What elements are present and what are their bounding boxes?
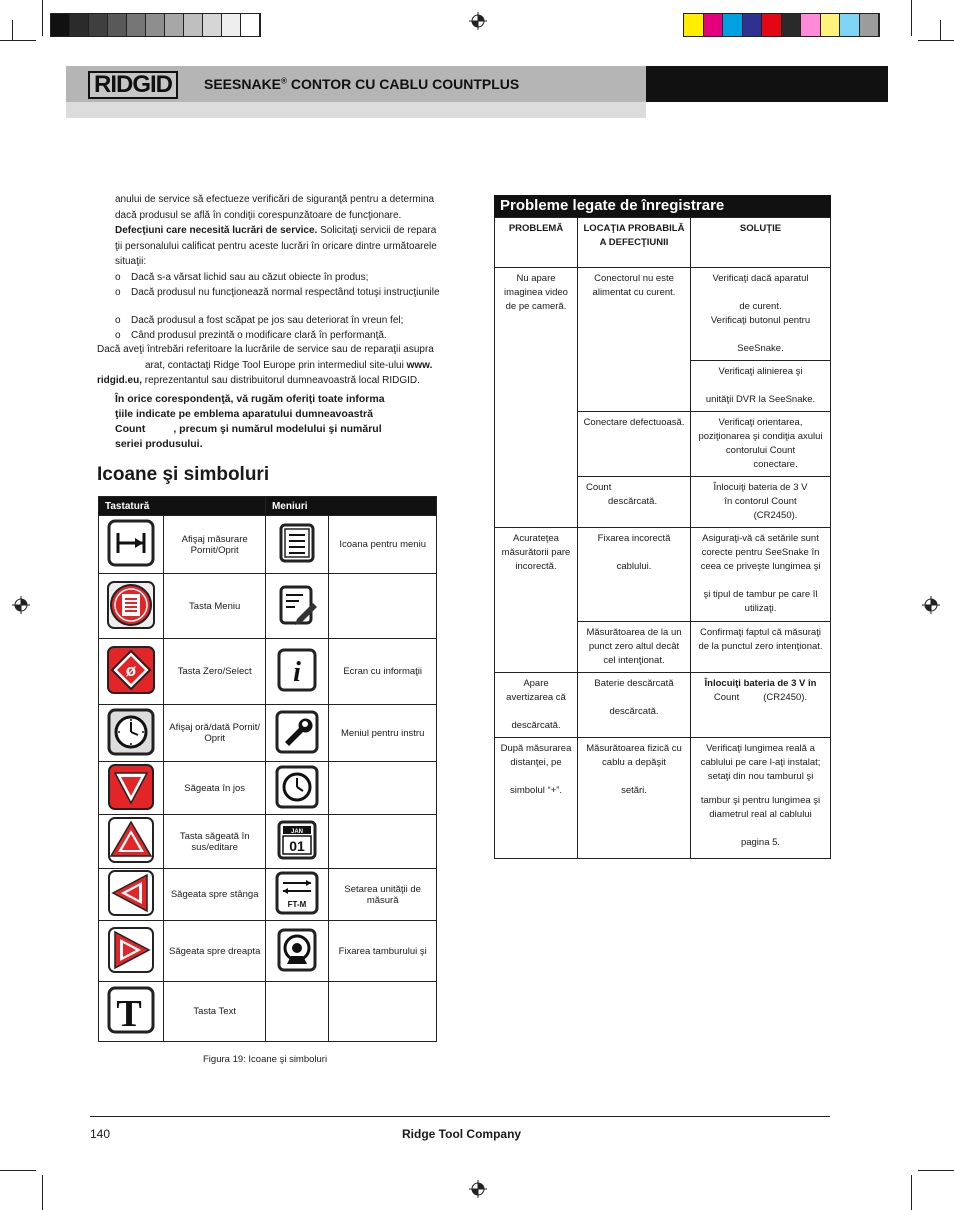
svg-text:ø: ø: [125, 661, 137, 680]
text-line: simbolul “+”.: [510, 785, 562, 796]
color-swatch: [51, 14, 70, 36]
location-cell: Conectorul nu este alimentat cu curent.: [578, 268, 691, 412]
color-swatch: [70, 14, 89, 36]
bullet-item: [115, 285, 445, 301]
text-line: unităţii DVR la SeeSnake.: [705, 394, 816, 405]
label-cell: [329, 574, 437, 639]
page-title: [204, 76, 519, 92]
icon-cell: [99, 921, 164, 982]
label-cell: Tasta Meniu: [164, 574, 266, 639]
color-swatch: [684, 14, 704, 36]
color-swatch: [222, 14, 241, 36]
icon-cell: [265, 639, 328, 705]
color-swatch: [241, 14, 260, 36]
text-line: de curent.: [739, 301, 782, 312]
text-line: ţiile indicate pe emblema aparatului dumneavoastră: [115, 408, 373, 420]
text: reprezentantul sau distribuitorul dumneavoastră local RIDGID.: [142, 375, 420, 386]
text: Count: [115, 423, 146, 435]
color-swatch: [723, 14, 743, 36]
text-line: dacă produsul se află în condiţii corespunzătoare de funcţionare.: [115, 209, 402, 221]
text-line: anului de service să efectueze verificări de siguranţă pentru a determina: [115, 194, 435, 205]
problem-cell: Acurateţea măsurătorii pare incorectă.: [495, 528, 578, 673]
location-cell: [578, 673, 691, 738]
text-line: Apare avertizarea că: [506, 678, 566, 703]
color-swatch-bar: [683, 13, 880, 37]
text-line: Înlocuiţi bateria de 3 V: [713, 482, 808, 493]
text-line: descărcată.: [608, 496, 658, 507]
bullet-mark: o: [115, 287, 121, 298]
color-swatch: [782, 14, 802, 36]
bullet-mark: o: [115, 271, 121, 283]
text-line: [97, 373, 442, 389]
svg-text:i: i: [293, 657, 302, 688]
crop-mark: [918, 40, 954, 41]
icon-cell: [265, 982, 328, 1042]
icon-cell: [99, 516, 164, 574]
text-line: Verificaţi dacă aparatul: [712, 273, 809, 284]
label-cell: Tasta săgeată în sus/editare: [164, 815, 266, 869]
crop-mark: [911, 0, 912, 36]
text-line: şi tipul de tambur pe care îl utilizaţi.: [703, 589, 818, 614]
solution-cell: [691, 477, 831, 528]
footer-company: Ridge Tool Company: [402, 1127, 522, 1141]
location-cell: Măsurătoarea de la un punct zero altul decât cel intenţionat.: [578, 622, 691, 673]
problem-cell: Nu apare imaginea video de pe cameră.: [495, 268, 578, 528]
color-swatch: [762, 14, 782, 36]
section-title: Icoane şi simboluri: [97, 464, 270, 485]
text-key-icon: [107, 986, 155, 1034]
clock-icon: [107, 708, 155, 756]
solution-cell: [691, 361, 831, 412]
text-line: Dacă aveţi întrebări referitoare la lucrările de service sau de reparaţii asupra: [97, 344, 434, 355]
icon-cell: [265, 869, 328, 921]
clock-menu-icon: [273, 763, 321, 811]
text: Count: [713, 692, 740, 703]
text: Solicitaţi servicii de repara: [317, 225, 437, 236]
crop-mark: [918, 1170, 954, 1171]
text: , precum şi numărul modelului şi numărul: [173, 423, 382, 435]
text-line: descărcată.: [609, 706, 659, 717]
text-line: Verificaţi butonul pentru: [710, 315, 811, 326]
icon-cell: [265, 815, 328, 869]
title-part: SEESNAKE: [204, 76, 282, 92]
crop-mark: [940, 20, 941, 40]
info-icon: [273, 646, 321, 694]
icon-cell: [99, 762, 164, 815]
text-line: setări.: [621, 785, 647, 796]
menus-header: Meniuri: [265, 497, 436, 516]
problems-table: [494, 217, 831, 859]
registration-mark-icon: [469, 12, 487, 30]
footer-rule: [90, 1116, 830, 1117]
page-number: 140: [90, 1127, 111, 1141]
calendar-icon: [273, 816, 321, 864]
registration-mark-icon: [922, 596, 940, 614]
service-paragraph: [115, 192, 445, 344]
text-line: conectare.: [753, 459, 798, 470]
svg-text:T: T: [116, 993, 142, 1034]
label-cell: Meniul pentru instru: [329, 705, 437, 762]
problems-title: Probleme legate de înregistrare: [494, 195, 831, 217]
registered-mark: ®: [281, 76, 287, 86]
text-line: (CR2450).: [753, 510, 798, 521]
label-cell: Setarea unităţii de măsură: [329, 869, 437, 921]
arrow-right-icon: [107, 926, 155, 974]
color-swatch: [840, 14, 860, 36]
text-line: [115, 223, 445, 239]
color-swatch: [860, 14, 880, 36]
menu-key-icon: [107, 581, 155, 629]
text-line: Count: [586, 482, 612, 493]
calendar-month: JAN: [291, 829, 304, 835]
text: Când produsul prezintă o modificare clară în performanţă.: [131, 330, 387, 341]
arrow-up-icon: [107, 816, 155, 864]
color-swatch: [108, 14, 127, 36]
text: Dacă s-a vărsat lichid sau au căzut obiecte în produs;: [131, 271, 369, 283]
label-cell: [329, 815, 437, 869]
website-link[interactable]: ridgid.eu,: [97, 375, 142, 386]
text-line: Măsurătoarea fizică cu cablu a depăşit: [586, 743, 682, 768]
edit-icon: [273, 581, 321, 629]
problem-cell: [495, 738, 578, 859]
solution-cell: [691, 673, 831, 738]
figure-caption: Figura 19: Icoane şi simboluri: [203, 1054, 328, 1065]
icon-cell: [99, 982, 164, 1042]
ridgid-logo: RIDGID: [88, 71, 178, 99]
arrow-down-icon: [107, 763, 155, 811]
label-cell: [329, 762, 437, 815]
units-icon: [273, 869, 321, 917]
text-line: Verificaţi lungimea reală a cablului pe care l-aţi instalat; setaţi din nou tamburul şi: [700, 743, 821, 782]
text: Dacă produsul nu funcţionează normal respectând totuşi instrucţiunile: [131, 287, 440, 298]
text-line: pagina 5.: [740, 837, 781, 848]
label-cell: Tasta Text: [164, 982, 266, 1042]
problem-cell: [495, 673, 578, 738]
text-line: ţii personalului calificat pentru aceste lucrări în oricare dintre următoarele: [115, 240, 437, 252]
text-line: [695, 691, 826, 705]
label-cell: Săgeata spre dreapta: [164, 921, 266, 982]
icon-cell: [265, 516, 328, 574]
text-line: cablului.: [616, 561, 652, 572]
location-header: LOCAŢIA PROBABILĂ A DEFECŢIUNII: [578, 218, 691, 268]
text-line: Baterie descărcată: [594, 678, 674, 689]
solution-cell: Confirmaţi faptul că măsuraţi de la punctul zero intenţionat.: [691, 622, 831, 673]
text-line: SeeSnake.: [737, 343, 784, 354]
bullet-mark: o: [115, 314, 121, 326]
solution-cell: [691, 738, 831, 859]
problem-header: PROBLEMĂ: [495, 218, 578, 268]
icon-cell: [99, 639, 164, 705]
text: Dacă produsul a fost scăpat pe jos sau deteriorat în vreun fel;: [131, 314, 404, 326]
text-line: seriei produsului.: [115, 438, 203, 450]
text-line: în contorul Count: [724, 496, 797, 507]
website-link[interactable]: www.: [406, 359, 433, 371]
text-line: Verificaţi alinierea şi: [718, 366, 803, 377]
text: arat, contactaţi Ridge Tool Europe prin intermediul site-ului: [145, 359, 404, 371]
crop-mark: [42, 1175, 43, 1210]
icons-table: [98, 496, 437, 1042]
keyboard-header: Tastatură: [99, 497, 266, 516]
contact-paragraph: [97, 342, 442, 389]
label-cell: Icoana pentru meniu: [329, 516, 437, 574]
bold-text: Înlocuiţi bateria de 3 V în: [704, 678, 817, 689]
text-line: Verificaţi orientarea, poziţionarea şi condiţia axului contorului Count: [698, 417, 823, 456]
text-line: situaţii:: [115, 256, 147, 267]
label-cell: Afişaj oră/dată Pornit/ Oprit: [164, 705, 266, 762]
text-line: descărcată.: [511, 720, 561, 731]
label-cell: Săgeata spre stânga: [164, 869, 266, 921]
text-line: După măsurarea distanţei, pe: [500, 743, 572, 768]
icon-cell: [265, 574, 328, 639]
registration-mark-icon: [469, 1180, 487, 1198]
header-strip: [66, 102, 646, 118]
solution-cell: [691, 268, 831, 361]
icon-cell: [99, 815, 164, 869]
color-swatch: [821, 14, 841, 36]
label-cell: [329, 982, 437, 1042]
zero-select-icon: [107, 646, 155, 694]
icon-cell: [99, 574, 164, 639]
icon-cell: [265, 921, 328, 982]
crop-mark: [0, 40, 36, 41]
bullet-item: [115, 313, 445, 329]
color-swatch: [801, 14, 821, 36]
color-swatch: [146, 14, 165, 36]
text-line: Asiguraţi-vă că setările sunt corecte pentru SeeSnake în ceea ce priveşte lungimea şi: [700, 533, 821, 572]
icon-cell: [99, 869, 164, 921]
color-swatch: [743, 14, 763, 36]
text-line: În orice corespondenţă, vă rugăm oferiţi toate informa: [115, 393, 385, 405]
header-black-band: [646, 66, 888, 102]
wrench-icon: [273, 708, 321, 756]
color-swatch: [184, 14, 203, 36]
calendar-day: 01: [289, 838, 305, 854]
correspondence-note: [115, 392, 445, 452]
solution-cell: [691, 528, 831, 622]
units-label: FT-M: [287, 900, 307, 909]
grayscale-swatch-bar: [50, 13, 261, 37]
bold-text: Defecţiuni care necesită lucrări de service.: [115, 225, 318, 236]
icon-cell: [265, 762, 328, 815]
location-cell: [578, 477, 691, 528]
solution-header: SOLUŢIE: [691, 218, 831, 268]
drum-icon: [273, 926, 321, 974]
label-cell: Ecran cu informaţii: [329, 639, 437, 705]
menu-list-icon: [273, 519, 321, 567]
label-cell: Afişaj măsurare Pornit/Oprit: [164, 516, 266, 574]
icon-cell: [265, 705, 328, 762]
registration-mark-icon: [12, 596, 30, 614]
text-line: Fixarea incorectă: [597, 533, 671, 544]
bullet-item: [115, 270, 445, 286]
color-swatch: [89, 14, 108, 36]
color-swatch: [203, 14, 222, 36]
label-cell: Tasta Zero/Select: [164, 639, 266, 705]
color-swatch: [704, 14, 724, 36]
color-swatch: [127, 14, 146, 36]
text: (CR2450).: [763, 692, 808, 703]
label-cell: Săgeata în jos: [164, 762, 266, 815]
bullet-mark: o: [115, 330, 121, 341]
location-cell: [578, 738, 691, 859]
location-cell: Conectare defectuoasă.: [578, 412, 691, 477]
crop-mark: [12, 20, 13, 40]
text-line: [115, 422, 445, 437]
arrow-left-icon: [107, 869, 155, 917]
measure-icon: [107, 519, 155, 567]
solution-cell: [691, 412, 831, 477]
location-cell: [578, 528, 691, 622]
crop-mark: [0, 1170, 36, 1171]
label-cell: Fixarea tamburului şi: [329, 921, 437, 982]
text-line: tambur şi pentru lungimea şi diametrul real al cablului: [700, 795, 821, 820]
crop-mark: [42, 0, 43, 36]
color-swatch: [165, 14, 184, 36]
crop-mark: [911, 1175, 912, 1210]
title-rest: CONTOR CU CABLU COUNTPLUS: [286, 76, 520, 92]
text-line: [97, 358, 442, 374]
icon-cell: [99, 705, 164, 762]
